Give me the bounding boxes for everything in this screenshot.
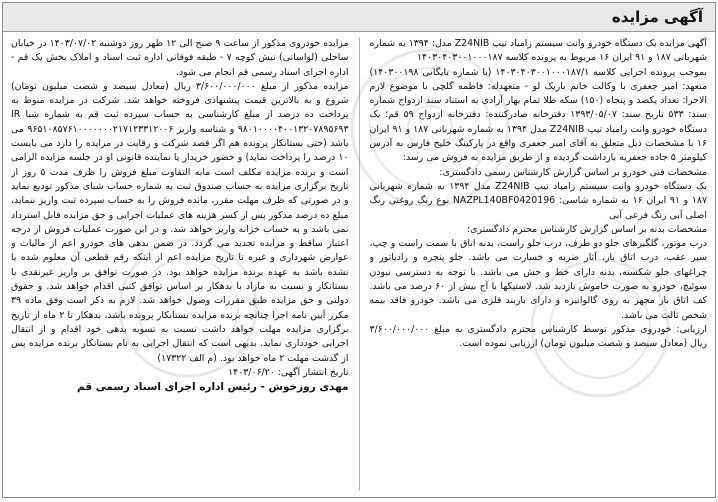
right-column xyxy=(370,37,708,491)
auction-subject: آگهی مزایده یک دستگاه خودرو وانت سیستم زامیاد تیپ Z24NIB مدل: ۱۳۹۴ به شماره شهربانی ۱۸۷ و ۹۱ ایران ۱۶ مربوط به پرونده کلاسه ۱۴۰۳۰۴۰۳۰۰۱۰۰۰۱۸۷ xyxy=(369,38,707,64)
notice-title: آگهی مزایده xyxy=(611,8,703,26)
auction-notice xyxy=(2,2,716,498)
appraisal: ارزیابی: خودروی مذکور توسط کارشناس محترم دادگستری به مبلغ ۳/۶۰۰/۰۰۰/۰۰۰ ریال (معادل سیصد و شصت میلیون تومان) ارزیابی نموده است. xyxy=(369,323,707,350)
notice-header xyxy=(3,3,715,32)
publication-date: تاریخ انتشار آگهی: ۱۴۰۳/۰۶/۲۰ xyxy=(228,366,349,378)
case-details: بموجب پرونده اجرایی کلاسه ۱۴۰۳۰۴۰۳۰۰۱۰۰۰۱۸۷/۱ (با شماره بایگانی ۱۴۰۳۰۰۱۹۸) متعهد: امیر جعفری با وکالت خانم باریک لو - متعهدله: فاطمه گلچی با موضوع لازم الاجرا: تعداد یکصد و پنجاه (۱۵۰) سکه طلا تمام بهار آزادی به استناد سند ازدواج شماره سند: ۵۳۳ تاریخ سند: ۱۳۹۳/۰۵/۰۷ دفترخانه صادرکننده: دفترخانه ازدواج ۵۹ قم؛ یک دستگاه خودرو وانت زامیاد تیپ Z24NIB مدل ۱۳۹۴ به شماره شهربانی ۱۸۷ و ۹۱ ایران ۱۶ با مشخصات ذیل متعلق به آقای امیر جعفری واقع در پارکینگ خلیج فارس به آدرس کیلومتر ۵ جاده جعفریه بازداشت گردیده و از طریق مزایده به فروش می رسد: xyxy=(369,66,707,164)
auction-time-place: مزایده خودروی مذکور از ساعت ۹ صبح الی ۱۲ ظهر روز دوشنبه ۱۴۰۳/۰۷/۰۲ در خیابان ساحلی (لواسانی) نبش کوچه ۷ - طبقه فوقانی اداره ثبت اسناد و املاک بخش یک قم - اداره اجرای اسناد رسمی قم انجام می شود. xyxy=(11,38,349,78)
vehicle-specs: یک دستگاه خودرو وانت سیستم زامیاد تیپ Z24NIB مدل ۱۳۹۴ به شماره شهربانی ۱۸۷ و ۹۱ ایران ۱۶ به شماره شاسی: NAZPL140BF0420196 نوع رنگ روغنی رنگ اصلی آبی رنگ فرعی آبی xyxy=(369,180,707,221)
auction-terms: مزایده مذکور از مبلغ ۳/۶۰۰/۰۰۰/۰۰۰ ریال (معادل سیصد و شصت میلیون تومان) شروع و به بالاترین قیمت پیشنهادی فروخته خواهد شد. شرکت در مزایده منوط به پرداخت ده درصد از مبلغ کارشناسی به حساب سپرده ثبت قم به شماره شبا IR ۹۸۰۱۰۰۰۰۴۰۰۱۳۲۰۷۸۹۵۶۹۳ و شناسه واریز ۹۶۵۱۰۸۵۷۶۱۰۰۰۰۰۰۰۲۱۷۱۲۳۳۱۲۰۰۶ می باشد (حتی بستانکار پرونده هم اگر قصد شرکت و رقابت در مزایده را دارد می بایست ۱۰ درصد را پرداخت نماید) و حضور خریدار یا نماینده قانونی او در جلسه مزایده الزامی است و برنده مزایده مکلف است مابه التفاوت مبلغ فروش را ظرف مدت ۵ روز از تاریخ برگزاری مزایده به حساب صندوق ثبت به شماره حساب شبای مذکور تودیع نماید و در صورتی که ظرف مهلت مقرر، مانده فروش را به حساب سپرده ثبت واریز ننماید، مبلغ ده درصد مذکور پس از کسر هزینه های عملیات اجرایی و حق مزایده قابل استرداد نمی باشد و به حساب خزانه واریز خواهد شد. و در این صورت عملیات فروش از درجه اعتبار ساقط و مزایده تجدید می گردد. در ضمن بدهی های خودرو اعم از مالیات و عوارض شهرداری و غیره تا تاریخ مزایده اعم از اینکه رقم قطعی آن معلوم شده یا نشده باشد به عهده برنده مزایده خواهد بود. در صورت توافق بر واریز غیرنقدی با بستانکار و نسبت به مازاد با بدهکار بر اساس توافق کتبی اقدام خواهد شد. و حقوق دولتی و حق مزایده طبق مقررات وصول خواهد شد. لازم به ذکر است وفق ماده ۳۹ مکرر آیین نامه اجرا چنانچه برنده مزایده بستانکار پرونده باشد، بدهکار تا ۲ ماه از تاریخ برگزاری مزایده مهلت خواهد داشت نسبت به تسویه بدهی خود اقدام و از انتقال اجرایی خودداری نماید. بدیهی است که انتقال اجرایی به نام بستانکار برنده مزایده پس از گذشت مهلت ۲ ماه خواهد بود. (م الف ۱۷۳۲۲) xyxy=(11,80,349,364)
column-divider xyxy=(359,37,360,491)
signature: مهدی روزخوش - رئیس اداره اجرای اسناد رسمی قم xyxy=(76,381,349,394)
notice-body xyxy=(11,37,707,491)
body-condition: درب موتور، گلگیرهای جلو دو طرف، درب جلو راست، بدنه اتاق با سمت راست و چپ، سپر عقب، درب اتاق بار، آثار ضربه و خسارت می باشد. جلو پنجره و رادیاتور و چراغهای جلو شکسته، بدنه دارای خط و خش می باشد. با توجه به دسترسی نبودن سوئیچ، خودرو به صورت خاموش بازدید شد. لاستیکها با آج بیش از ۶۰ درصد می باشد. کف اتاق بار مجهز به روی گالوانیزه و دارای باربند فلزی می باشد. خودرو فاقد بیمه شخص ثالث می باشد. xyxy=(369,238,707,321)
body-specs-heading: مشخصات بدنه بر اساس گزارش کارشناس محترم دادگستری: xyxy=(466,223,707,235)
left-column xyxy=(11,37,349,491)
tech-specs-heading: مشخصات فنی خودرو بر اساس گزارش کارشناس رسمی دادگستری: xyxy=(439,166,707,178)
